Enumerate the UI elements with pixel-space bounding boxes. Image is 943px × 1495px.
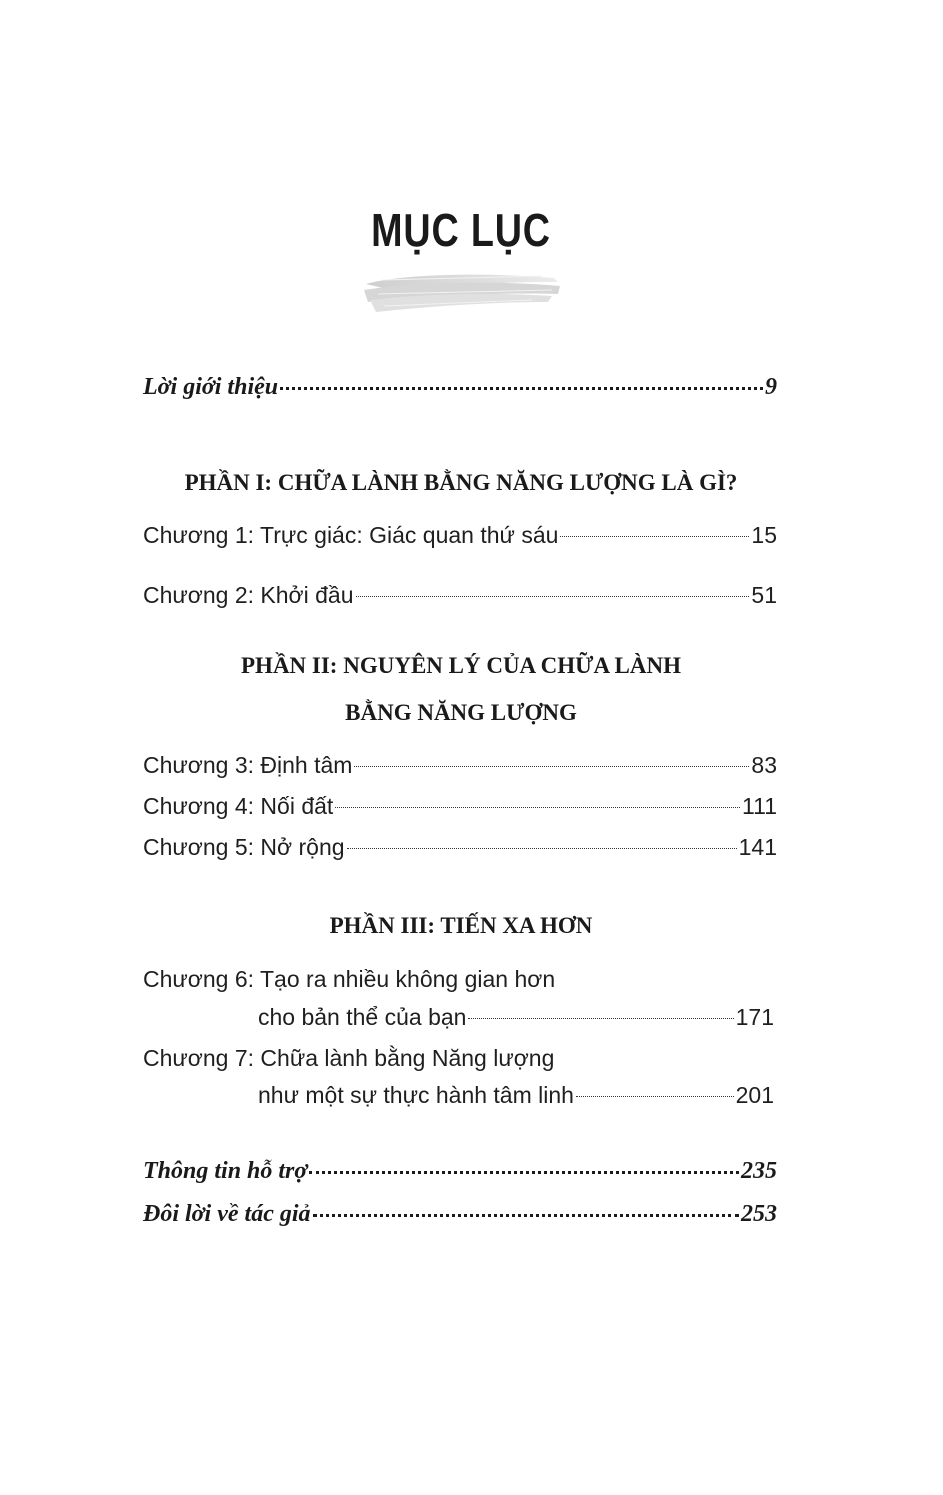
- toc-entry-label: Chương 2: Khởi đầu: [143, 582, 354, 608]
- toc-entry-chapter-1[interactable]: [143, 522, 777, 549]
- toc-page-number: 111: [742, 793, 777, 819]
- toc-page-number: 15: [751, 522, 777, 548]
- toc-entry-label: Đôi lời về tác giả: [143, 1201, 311, 1227]
- toc-page-number: 141: [738, 834, 777, 860]
- part-heading-1: PHẦN I: CHỮA LÀNH BẰNG NĂNG LƯỢNG LÀ GÌ?: [184, 470, 738, 495]
- toc-entry-label: cho bản thể của bạn: [258, 1004, 467, 1030]
- brush-stroke-decoration: [362, 268, 562, 316]
- toc-page-number: 9: [765, 374, 777, 400]
- part-heading-3: PHẦN III: TIẾN XA HƠN: [329, 913, 593, 938]
- dot-leader: [335, 807, 740, 808]
- toc-entry-label: như một sự thực hành tâm linh: [258, 1082, 574, 1108]
- dot-leader: [347, 848, 737, 849]
- toc-entry-support-info[interactable]: [143, 1158, 777, 1185]
- toc-entry-chapter-2[interactable]: [143, 582, 777, 609]
- toc-page-number: 235: [741, 1158, 777, 1184]
- dot-leader: [576, 1096, 734, 1097]
- toc-entry-label: Thông tin hỗ trợ: [143, 1158, 308, 1184]
- dot-leader: [468, 1018, 733, 1019]
- page-title: MỤC LỤC: [371, 204, 551, 256]
- dot-leader: [309, 1171, 739, 1174]
- toc-entry-chapter-7[interactable]: [258, 1082, 774, 1109]
- toc-entry-label: Chương 3: Định tâm: [143, 752, 353, 778]
- part-heading-2-line-2: BẰNG NĂNG LƯỢNG: [345, 700, 577, 725]
- toc-entry-about-author[interactable]: [143, 1201, 777, 1228]
- part-heading-2: PHẦN II: NGUYÊN LÝ CỦA CHỮA LÀNH: [241, 653, 681, 678]
- dot-leader: [560, 536, 749, 537]
- toc-entry-chapter-7-line-1[interactable]: Chương 7: Chữa lành bằng Năng lượng: [143, 1045, 555, 1071]
- toc-entry-label: Chương 4: Nối đất: [143, 793, 334, 819]
- toc-page-number: 83: [751, 752, 777, 778]
- toc-entry-intro[interactable]: [143, 374, 777, 401]
- toc-entry-chapter-6-line-1[interactable]: Chương 6: Tạo ra nhiều không gian hơn: [143, 966, 556, 992]
- toc-entry-chapter-4[interactable]: [143, 793, 777, 820]
- dot-leader: [354, 766, 749, 767]
- toc-entry-label: Chương 5: Nở rộng: [143, 834, 345, 860]
- toc-page-number: 201: [735, 1082, 774, 1108]
- toc-entry-label: Chương 1: Trực giác: Giác quan thứ sáu: [143, 522, 559, 548]
- dot-leader: [313, 1214, 739, 1217]
- toc-entry-chapter-3[interactable]: [143, 752, 777, 779]
- toc-page-number: 171: [735, 1004, 774, 1030]
- toc-page-number: 51: [751, 582, 777, 608]
- toc-entry-label: Lời giới thiệu: [143, 374, 279, 400]
- toc-entry-chapter-5[interactable]: [143, 834, 777, 861]
- toc-page-number: 253: [741, 1201, 777, 1227]
- dot-leader: [356, 596, 750, 597]
- toc-entry-chapter-6[interactable]: [258, 1004, 774, 1031]
- dot-leader: [280, 387, 763, 390]
